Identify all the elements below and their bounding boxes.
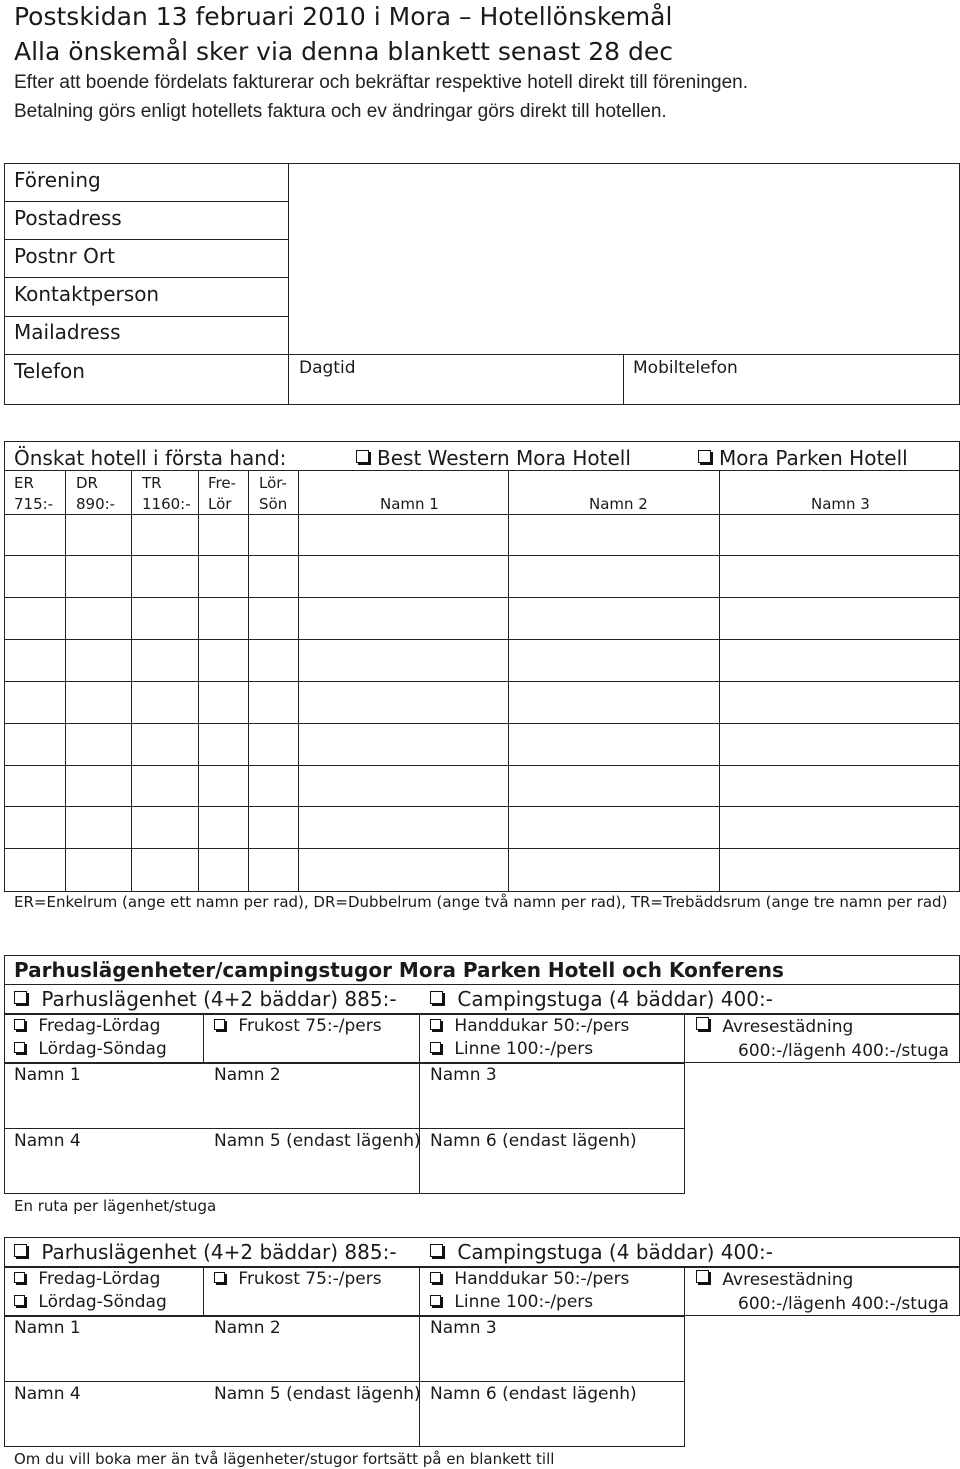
forening-label: Förening [14, 168, 101, 192]
telefon-label: Telefon [14, 359, 85, 383]
b1-avrese-pris: 600:-/lägenh 400:-/stuga [738, 1041, 949, 1061]
checkbox-icon[interactable] [214, 1272, 225, 1283]
b2-namn6: Namn 6 (endast lägenh) [430, 1384, 637, 1404]
checkbox-icon[interactable] [356, 450, 369, 463]
mobiltelefon-label: Mobiltelefon [633, 358, 738, 378]
checkbox-icon[interactable] [696, 1270, 709, 1283]
contact-input-area[interactable] [290, 165, 958, 352]
checkbox-icon[interactable] [14, 1019, 25, 1030]
b1-namn2: Namn 2 [214, 1065, 281, 1085]
col-tr-header: TR 1160:- [142, 474, 191, 513]
b2-handdukar[interactable]: Handdukar 50:-/pers [430, 1269, 629, 1289]
kontaktperson-label: Kontaktperson [14, 282, 160, 306]
b1-namn3: Namn 3 [430, 1065, 497, 1085]
b2-namn2: Namn 2 [214, 1318, 281, 1338]
b1-lor-son[interactable]: Lördag-Söndag [14, 1039, 167, 1059]
b2-linne[interactable]: Linne 100:-/pers [430, 1292, 593, 1312]
postnr-label: Postnr Ort [14, 244, 115, 268]
parhus-heading: Parhuslägenheter/campingstugor Mora Parken Hotell och Konferens [14, 958, 784, 982]
col-er-header: ER 715:- [14, 474, 54, 513]
b2-avrese-pris: 600:-/lägenh 400:-/stuga [738, 1294, 949, 1314]
dagtid-input[interactable] [360, 356, 620, 403]
b2-opt-lagenhet[interactable]: Parhuslägenhet (4+2 bäddar) 885:- [14, 1240, 397, 1264]
checkbox-icon[interactable] [430, 991, 443, 1004]
page-title: Postskidan 13 februari 2010 i Mora – Hotellönskemål [14, 2, 673, 31]
col-namn1-header: Namn 1 [380, 495, 439, 513]
more-bookings-note: Om du vill boka mer än två lägenheter/stugor fortsätt på en blankett till [14, 1450, 555, 1468]
b1-avresestadning[interactable]: Avresestädning [696, 1017, 853, 1037]
checkbox-icon[interactable] [14, 1272, 25, 1283]
b2-namn3: Namn 3 [430, 1318, 497, 1338]
hotel-question: Önskat hotell i första hand: [14, 446, 287, 470]
col-namn3-header: Namn 3 [811, 495, 870, 513]
b1-namn1: Namn 1 [14, 1065, 81, 1085]
checkbox-icon[interactable] [14, 1244, 27, 1257]
b2-opt-stuga[interactable]: Campingstuga (4 bäddar) 400:- [430, 1240, 773, 1264]
checkbox-icon[interactable] [698, 450, 711, 463]
checkbox-icon[interactable] [430, 1295, 441, 1306]
col-lor-son-header: Lör- Sön [259, 474, 288, 513]
checkbox-icon[interactable] [696, 1017, 709, 1030]
b1-namn6: Namn 6 (endast lägenh) [430, 1131, 637, 1151]
b1-linne[interactable]: Linne 100:-/pers [430, 1039, 593, 1059]
col-fre-lor-header: Fre- Lör [208, 474, 237, 513]
b2-lor-son[interactable]: Lördag-Söndag [14, 1292, 167, 1312]
mobiltelefon-input[interactable] [740, 356, 958, 403]
intro-line-2: Betalning görs enligt hotellets faktura och ev ändringar görs direkt till hotellen. [14, 101, 667, 122]
postadress-label: Postadress [14, 206, 122, 230]
hotel-rows-input-area[interactable] [6, 516, 958, 890]
dagtid-label: Dagtid [299, 358, 356, 378]
intro-line-1: Efter att boende fördelats fakturerar och bekräftar respektive hotell direkt till föreningen. [14, 72, 749, 93]
b2-avresestadning[interactable]: Avresestädning [696, 1270, 853, 1290]
col-namn2-header: Namn 2 [589, 495, 648, 513]
b1-namn5: Namn 5 (endast lägenh) [214, 1131, 421, 1151]
room-type-footnote: ER=Enkelrum (ange ett namn per rad), DR=Dubbelrum (ange två namn per rad), TR=Trebäddsrum (ange tre namn per rad) [14, 893, 948, 911]
hotel-option-mora-parken[interactable]: Mora Parken Hotell [698, 446, 908, 470]
b1-frukost[interactable]: Frukost 75:-/pers [214, 1016, 382, 1036]
checkbox-icon[interactable] [430, 1042, 441, 1053]
one-box-note: En ruta per lägenhet/stuga [14, 1197, 217, 1215]
b2-frukost[interactable]: Frukost 75:-/pers [214, 1269, 382, 1289]
b1-opt-stuga[interactable]: Campingstuga (4 bäddar) 400:- [430, 987, 773, 1011]
checkbox-icon[interactable] [430, 1244, 443, 1257]
b1-namn4: Namn 4 [14, 1131, 81, 1151]
b2-namn1: Namn 1 [14, 1318, 81, 1338]
b1-opt-lagenhet[interactable]: Parhuslägenhet (4+2 bäddar) 885:- [14, 987, 397, 1011]
checkbox-icon[interactable] [430, 1272, 441, 1283]
b1-handdukar[interactable]: Handdukar 50:-/pers [430, 1016, 629, 1036]
col-dr-header: DR 890:- [76, 474, 116, 513]
checkbox-icon[interactable] [14, 991, 27, 1004]
checkbox-icon[interactable] [214, 1019, 225, 1030]
b1-fre-lor[interactable]: Fredag-Lördag [14, 1016, 160, 1036]
page-subtitle: Alla önskemål sker via denna blankett senast 28 dec [14, 37, 673, 66]
hotel-option-best-western[interactable]: Best Western Mora Hotell [356, 446, 631, 470]
b2-namn4: Namn 4 [14, 1384, 81, 1404]
mailadress-label: Mailadress [14, 320, 121, 344]
checkbox-icon[interactable] [14, 1295, 25, 1306]
b2-namn5: Namn 5 (endast lägenh) [214, 1384, 421, 1404]
checkbox-icon[interactable] [430, 1019, 441, 1030]
checkbox-icon[interactable] [14, 1042, 25, 1053]
b2-fre-lor[interactable]: Fredag-Lördag [14, 1269, 160, 1289]
